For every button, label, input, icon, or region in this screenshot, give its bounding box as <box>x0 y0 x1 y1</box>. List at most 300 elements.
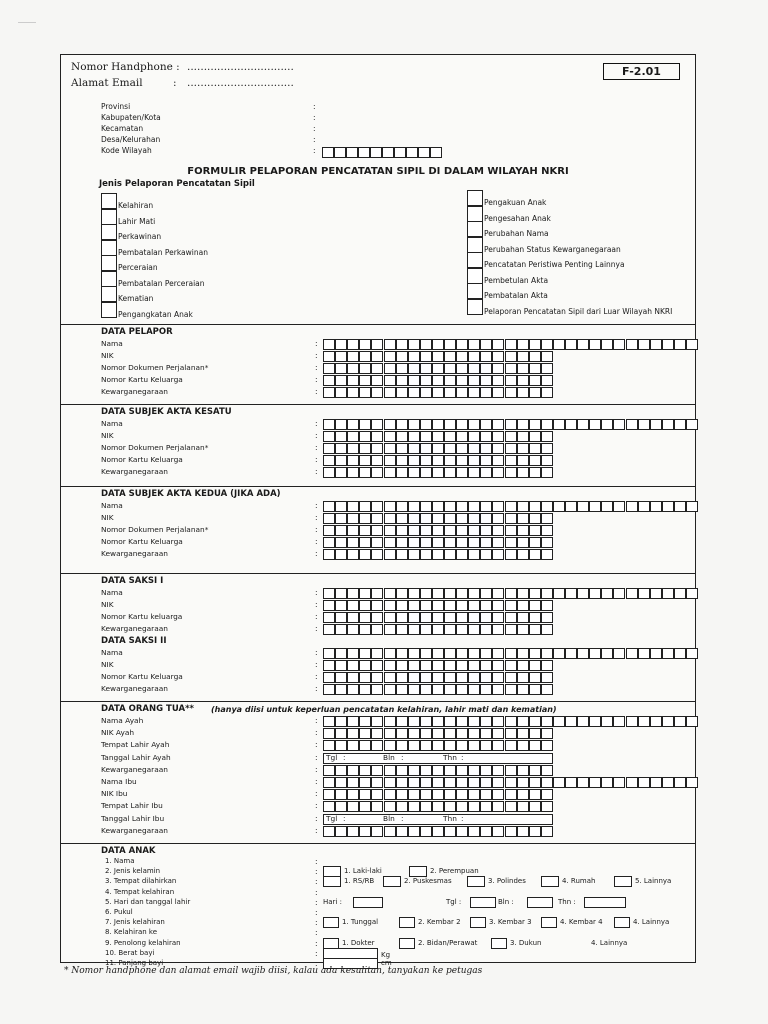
input-cell[interactable] <box>347 660 359 671</box>
input-cell[interactable] <box>432 513 444 524</box>
input-cell[interactable] <box>335 443 347 454</box>
input-cell[interactable] <box>529 549 541 560</box>
input-cell[interactable] <box>492 801 504 812</box>
input-cell[interactable] <box>359 777 371 788</box>
input-cell[interactable] <box>396 648 408 659</box>
option-checkbox[interactable] <box>470 917 486 928</box>
input-cell[interactable] <box>420 513 432 524</box>
input-cell[interactable] <box>468 339 480 350</box>
input-cell[interactable] <box>432 443 444 454</box>
input-cell[interactable] <box>517 826 529 837</box>
input-cell[interactable] <box>492 588 504 599</box>
input-cell[interactable] <box>420 672 432 683</box>
input-cell[interactable] <box>480 660 492 671</box>
input-cell[interactable] <box>444 431 456 442</box>
input-cell[interactable] <box>541 537 553 548</box>
input-cell[interactable] <box>359 363 371 374</box>
input-cell[interactable] <box>408 765 420 776</box>
input-cell[interactable] <box>371 826 383 837</box>
input-cell[interactable] <box>371 801 383 812</box>
input-cell[interactable] <box>686 777 698 788</box>
input-cell[interactable] <box>347 549 359 560</box>
input-cell[interactable] <box>456 351 468 362</box>
input-cell[interactable] <box>420 648 432 659</box>
input-cell[interactable] <box>492 537 504 548</box>
input-cell[interactable] <box>347 525 359 536</box>
input-cell[interactable] <box>468 513 480 524</box>
input-cell[interactable] <box>420 789 432 800</box>
report-type-checkbox[interactable] <box>467 252 483 268</box>
input-cell[interactable] <box>347 826 359 837</box>
input-cell[interactable] <box>577 339 589 350</box>
input-cell[interactable] <box>456 740 468 751</box>
input-cell[interactable] <box>408 777 420 788</box>
region-code-cell[interactable] <box>358 147 370 158</box>
input-cell[interactable] <box>384 467 396 478</box>
input-cell[interactable] <box>480 600 492 611</box>
input-cell[interactable] <box>480 801 492 812</box>
input-cell[interactable] <box>444 375 456 386</box>
input-cell[interactable] <box>492 443 504 454</box>
input-cell[interactable] <box>674 588 686 599</box>
input-cell[interactable] <box>468 588 480 599</box>
input-cell[interactable] <box>396 672 408 683</box>
input-cell[interactable] <box>371 789 383 800</box>
input-cell[interactable] <box>529 612 541 623</box>
input-cell[interactable] <box>456 777 468 788</box>
input-cell[interactable] <box>323 789 335 800</box>
input-cell[interactable] <box>650 777 662 788</box>
input-cell[interactable] <box>444 387 456 398</box>
input-cell[interactable] <box>444 624 456 635</box>
input-cell[interactable] <box>432 501 444 512</box>
input-cell[interactable] <box>432 826 444 837</box>
input-cell[interactable] <box>384 537 396 548</box>
input-cell[interactable] <box>371 716 383 727</box>
input-cell[interactable] <box>432 600 444 611</box>
input-cell[interactable] <box>359 431 371 442</box>
input-cell[interactable] <box>371 351 383 362</box>
input-cell[interactable] <box>553 648 565 659</box>
input-cell[interactable] <box>517 648 529 659</box>
input-cell[interactable] <box>456 588 468 599</box>
input-cell[interactable] <box>432 537 444 548</box>
input-cell[interactable] <box>517 588 529 599</box>
input-cell[interactable] <box>396 419 408 430</box>
option-checkbox[interactable] <box>323 917 339 928</box>
input-cell[interactable] <box>541 648 553 659</box>
input-cell[interactable] <box>371 672 383 683</box>
input-cell[interactable] <box>468 549 480 560</box>
input-cell[interactable] <box>456 612 468 623</box>
input-cell[interactable] <box>347 777 359 788</box>
input-cell[interactable] <box>396 801 408 812</box>
input-cell[interactable] <box>408 612 420 623</box>
input-cell[interactable] <box>384 501 396 512</box>
input-cell[interactable] <box>384 419 396 430</box>
input-cell[interactable] <box>371 728 383 739</box>
input-cell[interactable] <box>638 648 650 659</box>
input-cell[interactable] <box>323 660 335 671</box>
input-cell[interactable] <box>323 777 335 788</box>
input-cell[interactable] <box>517 419 529 430</box>
input-cell[interactable] <box>444 684 456 695</box>
input-cell[interactable] <box>517 375 529 386</box>
input-cell[interactable] <box>529 525 541 536</box>
input-cell[interactable] <box>650 501 662 512</box>
input-cell[interactable] <box>420 467 432 478</box>
input-cell[interactable] <box>359 467 371 478</box>
input-cell[interactable] <box>408 513 420 524</box>
input-cell[interactable] <box>444 612 456 623</box>
input-cell[interactable] <box>359 501 371 512</box>
input-cell[interactable] <box>480 537 492 548</box>
input-cell[interactable] <box>444 351 456 362</box>
input-cell[interactable] <box>529 684 541 695</box>
input-cell[interactable] <box>432 765 444 776</box>
input-cell[interactable] <box>420 826 432 837</box>
input-cell[interactable] <box>444 672 456 683</box>
input-cell[interactable] <box>468 716 480 727</box>
input-cell[interactable] <box>674 501 686 512</box>
input-cell[interactable] <box>505 351 517 362</box>
input-cell[interactable] <box>347 501 359 512</box>
input-cell[interactable] <box>432 467 444 478</box>
input-cell[interactable] <box>323 600 335 611</box>
input-cell[interactable] <box>529 363 541 374</box>
input-cell[interactable] <box>408 716 420 727</box>
input-cell[interactable] <box>335 716 347 727</box>
input-cell[interactable] <box>601 588 613 599</box>
input-cell[interactable] <box>432 801 444 812</box>
input-cell[interactable] <box>396 660 408 671</box>
input-cell[interactable] <box>517 339 529 350</box>
input-cell[interactable] <box>444 525 456 536</box>
input-cell[interactable] <box>480 684 492 695</box>
input-cell[interactable] <box>468 672 480 683</box>
input-cell[interactable] <box>323 588 335 599</box>
input-cell[interactable] <box>541 789 553 800</box>
input-cell[interactable] <box>638 339 650 350</box>
input-cell[interactable] <box>384 777 396 788</box>
input-cell[interactable] <box>674 648 686 659</box>
input-cell[interactable] <box>359 672 371 683</box>
input-cell[interactable] <box>541 501 553 512</box>
input-cell[interactable] <box>480 431 492 442</box>
input-cell[interactable] <box>384 600 396 611</box>
input-cell[interactable] <box>529 351 541 362</box>
input-cell[interactable] <box>468 467 480 478</box>
input-cell[interactable] <box>371 600 383 611</box>
input-cell[interactable] <box>468 525 480 536</box>
input-cell[interactable] <box>541 455 553 466</box>
report-type-checkbox[interactable] <box>467 283 483 299</box>
input-cell[interactable] <box>589 588 601 599</box>
input-cell[interactable] <box>408 455 420 466</box>
input-cell[interactable] <box>335 684 347 695</box>
input-cell[interactable] <box>335 467 347 478</box>
input-cell[interactable] <box>432 339 444 350</box>
input-cell[interactable] <box>650 419 662 430</box>
input-cell[interactable] <box>529 455 541 466</box>
input-cell[interactable] <box>323 455 335 466</box>
input-cell[interactable] <box>444 801 456 812</box>
input-cell[interactable] <box>384 363 396 374</box>
input-cell[interactable] <box>505 501 517 512</box>
input-cell[interactable] <box>371 777 383 788</box>
input-cell[interactable] <box>323 501 335 512</box>
input-cell[interactable] <box>529 624 541 635</box>
input-cell[interactable] <box>492 513 504 524</box>
input-cell[interactable] <box>456 549 468 560</box>
input-cell[interactable] <box>456 600 468 611</box>
input-cell[interactable] <box>432 351 444 362</box>
input-cell[interactable] <box>384 375 396 386</box>
input-cell[interactable] <box>505 660 517 671</box>
input-cell[interactable] <box>371 660 383 671</box>
input-cell[interactable] <box>444 549 456 560</box>
input-cell[interactable] <box>420 387 432 398</box>
input-cell[interactable] <box>384 387 396 398</box>
input-cell[interactable] <box>420 600 432 611</box>
input-cell[interactable] <box>505 789 517 800</box>
input-cell[interactable] <box>456 684 468 695</box>
input-cell[interactable] <box>541 339 553 350</box>
input-cell[interactable] <box>517 431 529 442</box>
input-cell[interactable] <box>541 549 553 560</box>
input-cell[interactable] <box>638 501 650 512</box>
input-cell[interactable] <box>505 375 517 386</box>
input-cell[interactable] <box>384 339 396 350</box>
input-cell[interactable] <box>601 716 613 727</box>
input-cell[interactable] <box>408 549 420 560</box>
input-cell[interactable] <box>408 419 420 430</box>
input-cell[interactable] <box>456 419 468 430</box>
input-cell[interactable] <box>432 789 444 800</box>
input-cell[interactable] <box>517 660 529 671</box>
input-cell[interactable] <box>480 525 492 536</box>
input-cell[interactable] <box>505 443 517 454</box>
input-cell[interactable] <box>517 777 529 788</box>
input-cell[interactable] <box>408 387 420 398</box>
input-cell[interactable] <box>371 467 383 478</box>
input-cell[interactable] <box>432 777 444 788</box>
input-cell[interactable] <box>505 765 517 776</box>
input-cell[interactable] <box>638 777 650 788</box>
input-cell[interactable] <box>456 648 468 659</box>
region-code-cell[interactable] <box>322 147 334 158</box>
input-cell[interactable] <box>468 684 480 695</box>
input-cell[interactable] <box>517 740 529 751</box>
input-cell[interactable] <box>456 728 468 739</box>
input-cell[interactable] <box>529 672 541 683</box>
input-cell[interactable] <box>529 728 541 739</box>
input-cell[interactable] <box>541 467 553 478</box>
input-cell[interactable] <box>347 600 359 611</box>
input-cell[interactable] <box>420 765 432 776</box>
input-cell[interactable] <box>347 716 359 727</box>
report-type-checkbox[interactable] <box>101 271 117 287</box>
input-cell[interactable] <box>359 826 371 837</box>
input-cell[interactable] <box>371 588 383 599</box>
input-cell[interactable] <box>347 375 359 386</box>
input-cell[interactable] <box>541 801 553 812</box>
input-cell[interactable] <box>468 375 480 386</box>
input-cell[interactable] <box>347 740 359 751</box>
input-cell[interactable] <box>371 648 383 659</box>
input-cell[interactable] <box>408 728 420 739</box>
input-cell[interactable] <box>626 716 638 727</box>
input-cell[interactable] <box>384 789 396 800</box>
input-cell[interactable] <box>359 387 371 398</box>
region-code-cell[interactable] <box>430 147 442 158</box>
input-cell[interactable] <box>408 537 420 548</box>
input-cell[interactable] <box>492 648 504 659</box>
input-cell[interactable] <box>601 501 613 512</box>
input-cell[interactable] <box>335 525 347 536</box>
input-cell[interactable] <box>347 612 359 623</box>
input-cell[interactable] <box>553 339 565 350</box>
input-cell[interactable] <box>384 525 396 536</box>
input-cell[interactable] <box>505 826 517 837</box>
input-cell[interactable] <box>444 363 456 374</box>
input-cell[interactable] <box>359 624 371 635</box>
input-cell[interactable] <box>480 612 492 623</box>
input-cell[interactable] <box>529 387 541 398</box>
input-cell[interactable] <box>541 624 553 635</box>
input-cell[interactable] <box>480 648 492 659</box>
option-checkbox[interactable] <box>614 876 632 887</box>
input-cell[interactable] <box>468 789 480 800</box>
input-cell[interactable] <box>480 363 492 374</box>
input-cell[interactable] <box>589 716 601 727</box>
input-cell[interactable] <box>517 443 529 454</box>
input-cell[interactable] <box>396 351 408 362</box>
input-cell[interactable] <box>505 684 517 695</box>
input-cell[interactable] <box>408 684 420 695</box>
input-cell[interactable] <box>384 716 396 727</box>
input-cell[interactable] <box>444 501 456 512</box>
input-cell[interactable] <box>347 351 359 362</box>
input-cell[interactable] <box>384 801 396 812</box>
input-cell[interactable] <box>480 789 492 800</box>
input-cell[interactable] <box>456 826 468 837</box>
input-cell[interactable] <box>420 660 432 671</box>
input-cell[interactable] <box>347 624 359 635</box>
input-cell[interactable] <box>432 728 444 739</box>
input-cell[interactable] <box>456 363 468 374</box>
input-cell[interactable] <box>420 777 432 788</box>
input-cell[interactable] <box>347 765 359 776</box>
input-cell[interactable] <box>601 419 613 430</box>
year-box[interactable] <box>584 897 626 908</box>
region-code-cell[interactable] <box>382 147 394 158</box>
input-cell[interactable] <box>420 549 432 560</box>
input-cell[interactable] <box>662 501 674 512</box>
input-cell[interactable] <box>371 363 383 374</box>
input-cell[interactable] <box>456 339 468 350</box>
input-cell[interactable] <box>541 765 553 776</box>
input-cell[interactable] <box>480 728 492 739</box>
input-cell[interactable] <box>517 801 529 812</box>
input-cell[interactable] <box>420 501 432 512</box>
input-cell[interactable] <box>468 387 480 398</box>
input-cell[interactable] <box>686 339 698 350</box>
input-cell[interactable] <box>347 801 359 812</box>
input-cell[interactable] <box>686 501 698 512</box>
input-cell[interactable] <box>480 375 492 386</box>
input-cell[interactable] <box>359 765 371 776</box>
input-cell[interactable] <box>371 339 383 350</box>
input-cell[interactable] <box>396 684 408 695</box>
input-cell[interactable] <box>359 351 371 362</box>
input-cell[interactable] <box>347 363 359 374</box>
input-cell[interactable] <box>408 525 420 536</box>
input-cell[interactable] <box>626 501 638 512</box>
input-cell[interactable] <box>335 387 347 398</box>
region-code-cell[interactable] <box>334 147 346 158</box>
input-cell[interactable] <box>444 648 456 659</box>
input-cell[interactable] <box>517 684 529 695</box>
input-cell[interactable] <box>505 431 517 442</box>
input-cell[interactable] <box>384 455 396 466</box>
input-cell[interactable] <box>444 467 456 478</box>
input-cell[interactable] <box>541 684 553 695</box>
input-cell[interactable] <box>577 419 589 430</box>
input-cell[interactable] <box>541 740 553 751</box>
input-cell[interactable] <box>347 431 359 442</box>
input-cell[interactable] <box>541 612 553 623</box>
report-type-checkbox[interactable] <box>101 240 117 256</box>
date-box[interactable] <box>323 753 553 764</box>
input-cell[interactable] <box>613 777 625 788</box>
input-cell[interactable] <box>541 672 553 683</box>
input-cell[interactable] <box>480 777 492 788</box>
input-cell[interactable] <box>505 537 517 548</box>
option-checkbox[interactable] <box>541 917 557 928</box>
input-cell[interactable] <box>335 660 347 671</box>
input-cell[interactable] <box>468 455 480 466</box>
input-cell[interactable] <box>492 549 504 560</box>
input-cell[interactable] <box>613 648 625 659</box>
input-cell[interactable] <box>420 612 432 623</box>
input-cell[interactable] <box>347 513 359 524</box>
input-cell[interactable] <box>480 443 492 454</box>
input-cell[interactable] <box>517 549 529 560</box>
input-cell[interactable] <box>432 672 444 683</box>
input-cell[interactable] <box>686 716 698 727</box>
input-cell[interactable] <box>371 612 383 623</box>
input-cell[interactable] <box>420 351 432 362</box>
input-cell[interactable] <box>420 363 432 374</box>
input-cell[interactable] <box>662 648 674 659</box>
input-cell[interactable] <box>420 624 432 635</box>
input-cell[interactable] <box>323 419 335 430</box>
input-cell[interactable] <box>396 588 408 599</box>
input-cell[interactable] <box>541 363 553 374</box>
input-cell[interactable] <box>480 716 492 727</box>
input-cell[interactable] <box>335 339 347 350</box>
input-cell[interactable] <box>432 455 444 466</box>
input-cell[interactable] <box>650 588 662 599</box>
input-cell[interactable] <box>323 765 335 776</box>
input-cell[interactable] <box>359 684 371 695</box>
input-cell[interactable] <box>420 684 432 695</box>
input-cell[interactable] <box>541 777 553 788</box>
input-cell[interactable] <box>359 588 371 599</box>
option-checkbox[interactable] <box>541 876 559 887</box>
input-cell[interactable] <box>505 624 517 635</box>
